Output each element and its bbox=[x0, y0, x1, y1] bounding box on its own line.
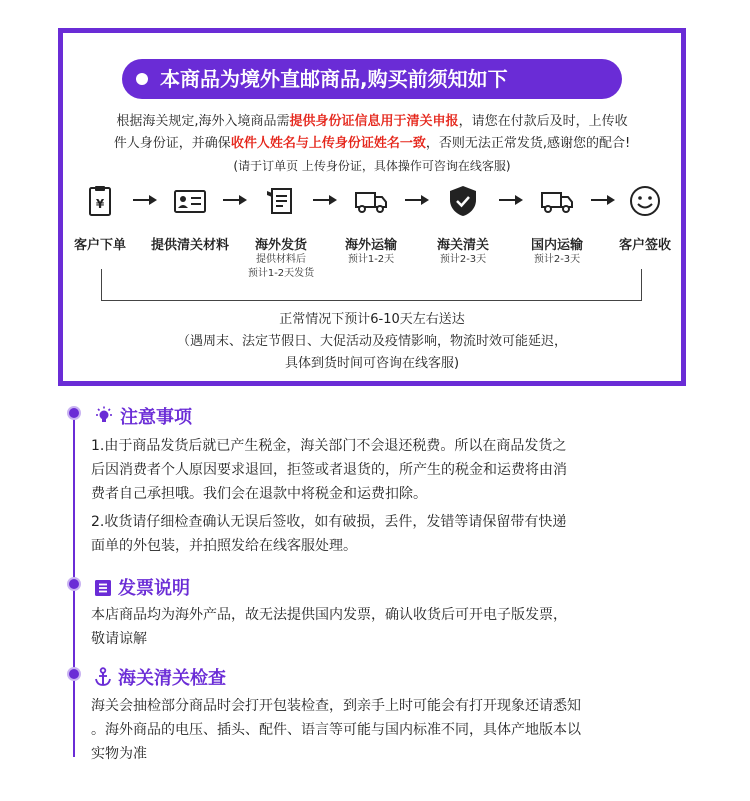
paragraph-line: 面单的外包装，并拍照发给在线客服处理。 bbox=[91, 538, 357, 554]
intro-line-2 bbox=[63, 133, 681, 155]
arrow-right-icon bbox=[311, 193, 339, 207]
document-pen-icon bbox=[263, 183, 299, 219]
section-title: 海关清关检查 bbox=[118, 668, 226, 689]
intro-text-part: 根据海关规定,海外入境商品需 bbox=[116, 114, 290, 129]
flow-bracket bbox=[101, 269, 642, 301]
intro-line-1 bbox=[63, 111, 681, 133]
paragraph-line: 。海外商品的电压、插头、配件、语言等可能与国内标准不同，具体产地版本以 bbox=[91, 722, 581, 738]
paragraph-line: 实物为准 bbox=[91, 746, 147, 762]
timeline-dot bbox=[67, 667, 81, 681]
intro-text-part: ，请您在付款后及时，上传收 bbox=[458, 114, 628, 129]
paragraph-line: 1.由于商品发货后就已产生税金，海关部门不会退还税费。所以在商品发货之 bbox=[91, 438, 567, 454]
lightbulb-icon bbox=[94, 406, 114, 426]
paragraph-line: 本店商品均为海外产品，故无法提供国内发票，确认收货后可开电子版发票， bbox=[91, 607, 567, 623]
flow-step-label: 海关清关 bbox=[436, 238, 489, 253]
flow-step-label: 国内运输 bbox=[530, 238, 583, 253]
arrow-right-icon bbox=[131, 193, 159, 207]
intro-highlight: 收件人姓名与上传身份证姓名一致 bbox=[230, 136, 426, 151]
id-card-icon bbox=[172, 183, 208, 219]
banner-dot bbox=[136, 73, 148, 85]
anchor-icon bbox=[94, 667, 112, 687]
paragraph-line: 敬请谅解 bbox=[91, 631, 147, 647]
notice-box bbox=[58, 28, 686, 386]
process-flow bbox=[63, 183, 681, 283]
section-heading-customs bbox=[94, 664, 226, 690]
intro-text-part: 件人身份证，并确保 bbox=[113, 136, 231, 151]
timeline-dot bbox=[67, 577, 81, 591]
list-document-icon bbox=[94, 579, 112, 597]
banner-title: 本商品为境外直邮商品,购买前须知如下 bbox=[160, 67, 508, 91]
shield-check-icon bbox=[445, 183, 481, 219]
summary-line: 正常情况下预计6-10天左右送达 bbox=[279, 312, 465, 327]
truck-icon bbox=[539, 183, 575, 219]
flow-step-note: 预计2-3天 bbox=[439, 254, 487, 265]
flow-step-note: 预计1-2天 bbox=[347, 254, 395, 265]
banner bbox=[122, 59, 622, 99]
flow-step-note-line: 预计1-2天发货 bbox=[247, 268, 315, 279]
delivery-summary bbox=[63, 309, 681, 375]
summary-line: （遇周末、法定节假日、大促活动及疫情影响，物流时效可能延迟， bbox=[176, 334, 567, 349]
order-receipt-icon bbox=[82, 183, 118, 219]
flow-step-label: 客户签收 bbox=[618, 238, 671, 253]
timeline-dot bbox=[67, 406, 81, 420]
arrow-right-icon bbox=[221, 193, 249, 207]
customs-paragraph bbox=[91, 694, 671, 766]
section-title: 发票说明 bbox=[118, 578, 190, 599]
flow-step-note-line: 提供材料后 bbox=[256, 254, 306, 265]
section-heading-notice bbox=[94, 403, 192, 429]
arrow-right-icon bbox=[497, 193, 525, 207]
section-title: 注意事项 bbox=[120, 407, 192, 428]
smile-icon bbox=[627, 183, 663, 219]
invoice-paragraph bbox=[91, 603, 671, 651]
intro-text-part: ，否则无法正常发货,感谢您的配合! bbox=[425, 136, 631, 151]
paragraph-line: 海关会抽检部分商品时会打开包装检查，到亲手上时可能会有打开现象还请悉知 bbox=[91, 698, 581, 714]
flow-step-label: 海外运输 bbox=[344, 238, 397, 253]
section-heading-invoice bbox=[94, 574, 190, 600]
flow-step-label: 海外发货 bbox=[254, 238, 307, 253]
flow-step-label: 提供清关材料 bbox=[150, 238, 229, 253]
intro-text bbox=[63, 111, 681, 177]
flow-step-label: 客户下单 bbox=[73, 238, 126, 253]
svg-text:¥: ¥ bbox=[95, 197, 105, 211]
summary-line: 具体到货时间可咨询在线客服) bbox=[284, 356, 460, 371]
flow-step-note: 预计2-3天 bbox=[533, 254, 581, 265]
arrow-right-icon bbox=[589, 193, 617, 207]
paragraph-line: 后因消费者个人原因要求退回，拒签或者退货的，所产生的税金和运费将由消 bbox=[91, 462, 567, 478]
truck-icon bbox=[353, 183, 389, 219]
paragraph-line: 2.收货请仔细检查确认无误后签收，如有破损，丢件，发错等请保留带有快递 bbox=[91, 514, 567, 530]
notice-paragraph-2 bbox=[91, 510, 671, 558]
intro-line-3: (请于订单页 上传身份证，具体操作可咨询在线客服) bbox=[233, 159, 511, 173]
arrow-right-icon bbox=[403, 193, 431, 207]
paragraph-line: 费者自己承担哦。我们会在退款中将税金和运费扣除。 bbox=[91, 486, 427, 502]
intro-highlight: 提供身份证信息用于清关申报 bbox=[289, 114, 459, 129]
notice-paragraph-1 bbox=[91, 434, 671, 506]
